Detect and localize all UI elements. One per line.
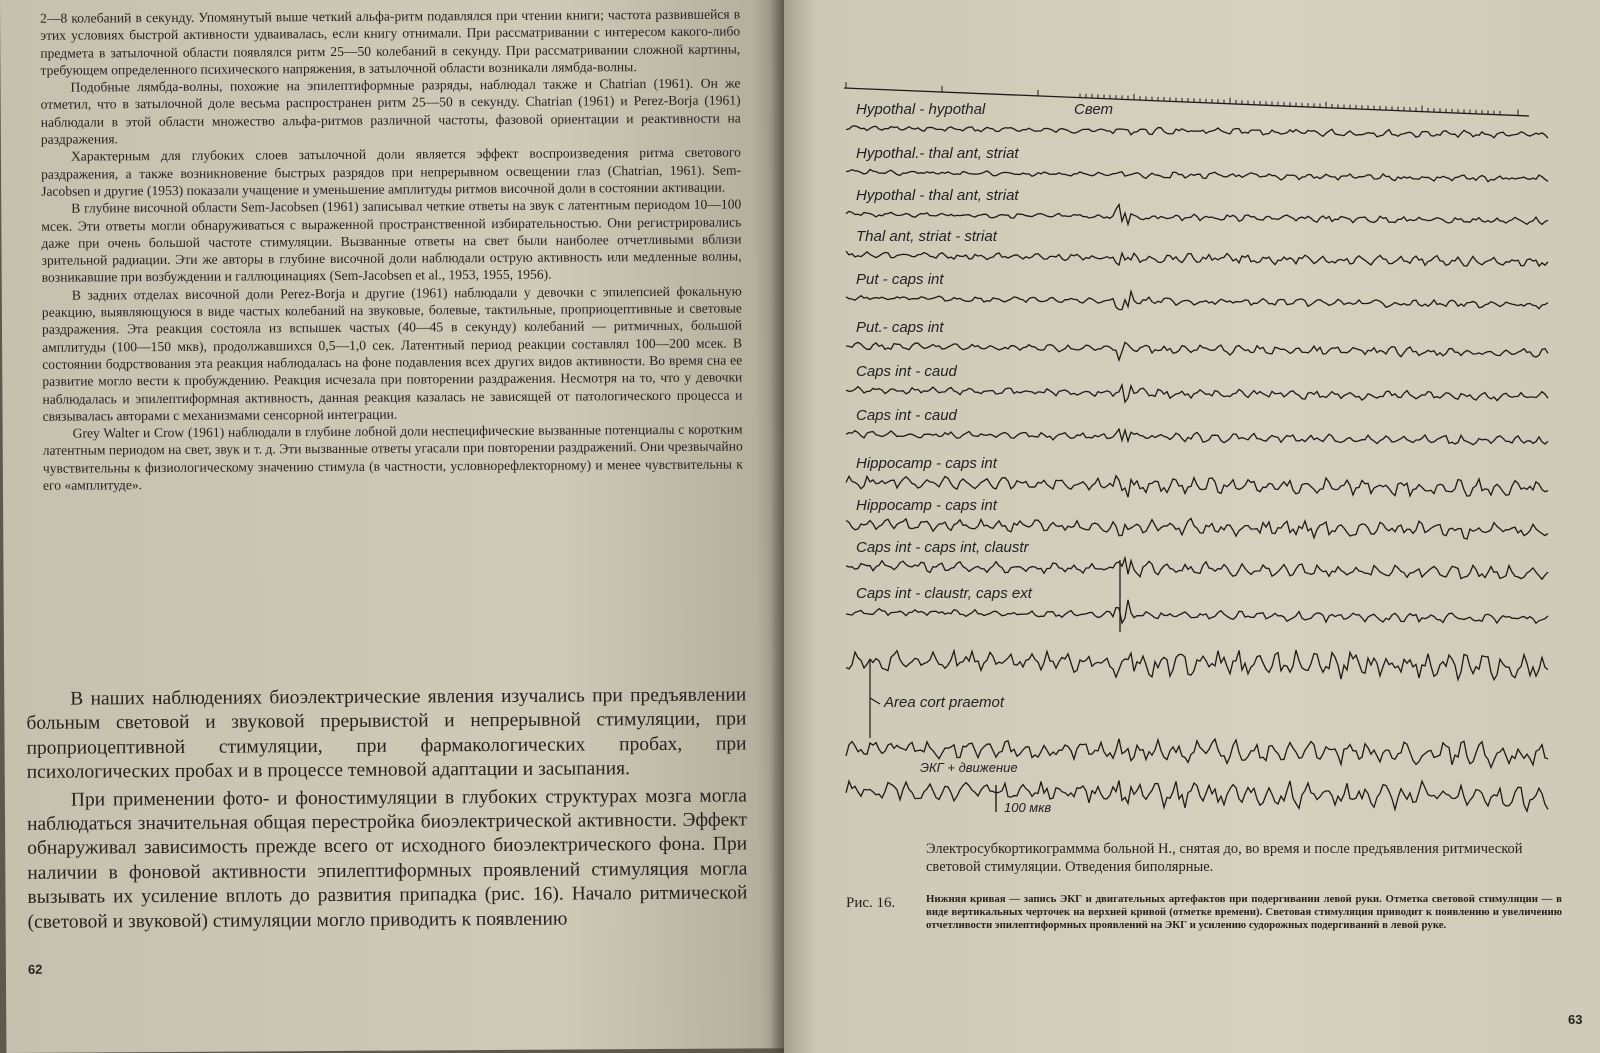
- page-number: 63: [1568, 1012, 1583, 1027]
- eeg-trace: [846, 342, 1548, 360]
- small-text-block: [40, 5, 743, 494]
- eeg-figure: [784, 0, 1600, 840]
- paragraph: Подобные лямбда-волны, похожие на эпилептиформные разряды, наблюдал также и Chatrian (1961). Он же отметил, что в затылочной доле весьма распространен ритм 25—50 в секунду. Chatrian (1961) и Perez-Borja (1961) наблюдали в этой области множество альфа-ритмов различной частоты, фазовой ориентации и реактивности на раздражения.: [40, 75, 741, 147]
- left-page: [0, 0, 790, 1053]
- paragraph: В глубине височной области Sem-Jacobsen (1961) записывал четкие ответы на звук с латентным периодом 10—100 мсек. Эти ответы могли обнаруживаться с выраженной пространственной избирательностью. Они регистрировались даже при очень большой частоте стимуляции. Вызванные ответы на свет были наиболее отчетливыми вблизи зрительной радиации. Эти же авторы в глубине височной доли наблюдали острую активность или медленные волны, возникавшие при возбуждении и галлюцинациях (Sem-Jacobsen et al., 1953, 1955, 1956).: [41, 196, 742, 286]
- page-number: 62: [27, 961, 43, 977]
- eeg-trace: [846, 558, 1548, 579]
- paragraph: Характерным для глубоких слоев затылочной доли является эффект воспроизведения ритма светового раздражения, а также возникновение быстрых разрядов при непрерывном освещении глаз (Chatrian, 1961). Sem-Jacobsen и другие (1953) показали учащение и уменьшение амплитуды ритмов височной доли в состоянии активации.: [41, 144, 742, 199]
- trace-label: Caps int - caud: [856, 407, 957, 424]
- scale-label: 100 мкв: [1004, 800, 1052, 815]
- trace-label: Put.- caps int: [856, 319, 944, 336]
- eeg-trace: [846, 126, 1548, 138]
- paragraph: При применении фото- и фоностимуляции в глубоких структурах мозга могла наблюдаться значительная общая перестройка биоэлектрической активности. Эффект обнаруживал зависимость прежде всего от исходного биоэлектрического фона. При наличии в фоновой активности эпилептиформных проявлений стимуляция могла вызывать их усиление вплоть до развития припадка (рис. 16). Начало ритмической (световой и звуковой) стимуляции могло приводить к появлению: [26, 785, 748, 933]
- eeg-trace: [846, 600, 1548, 623]
- area-label: Area cort praemot: [884, 694, 1005, 711]
- paragraph: 2—8 колебаний в секунду. Упомянутый выше четкий альфа-ритм подавлялся при чтении книги; частота развившейся в этих условиях быстрой активности удваивалась, если книгу отнимали. При рассматривании с интересом какого-либо предмета в затылочной области появлялся ритм 25—50 колебаний в секунду. При рассматривании сложной картины, требующем определенного психического напряжения, в затылочной области возникали лямбда-волны.: [40, 6, 741, 78]
- trace-label: Hypothal - thal ant, striat: [856, 187, 1019, 204]
- stimulus-marker-label: Свет: [1074, 101, 1114, 118]
- eeg-trace: [846, 291, 1548, 309]
- trace-label: Caps int - caps int, claustr: [856, 539, 1029, 556]
- paragraph: В наших наблюдениях биоэлектрические явления изучались при предъявлении больным световой и звуковой прерывистой и непрерывной стимуляции, при проприоцептивной стимуляции, при фармакологических пробах, при психологических пробах и в процессе темновой адаптации и засыпания.: [26, 684, 747, 784]
- trace-label: Caps int - claustr, caps ext: [856, 585, 1032, 602]
- trace-label: Hippocamp - caps int: [856, 497, 997, 514]
- eeg-trace: [846, 251, 1548, 266]
- area-bracket-tick: [870, 698, 880, 704]
- trace-label: Hippocamp - caps int: [856, 455, 997, 472]
- figure-caption-ref: Рис. 16.: [846, 895, 896, 911]
- trace-label: Put - caps int: [856, 271, 944, 288]
- eeg-trace: [846, 205, 1548, 225]
- trace-label: Thal ant, striat - striat: [856, 228, 997, 245]
- eeg-trace: [846, 170, 1548, 182]
- paragraph: Grey Walter и Crow (1961) наблюдали в глубине лобной доли неспецифические вызванные потенциалы с коротким латентным периодом на свет, звук и т. д. Эти вызванные ответы угасали при повторении раздражений. Они чрезвычайно чувствительны к физиологическому значению стимула (в частности, условнорефлекторному) и менее чувствительны к его «амплитуде».: [42, 421, 743, 493]
- trace-label: Caps int - caud: [856, 363, 957, 380]
- figure-caption-main: Электросубкортикограммма больной Н., снятая до, во время и после предъявления ритмической световой стимуляции. Отведения биполярные.: [926, 841, 1523, 875]
- large-text-block: [26, 683, 748, 937]
- trace-label: Hypothal - hypothal: [856, 101, 986, 118]
- eeg-trace: [846, 385, 1548, 402]
- eeg-trace: [846, 650, 1548, 680]
- right-page: [784, 0, 1600, 1053]
- eeg-trace: [846, 429, 1548, 445]
- eeg-trace: [846, 519, 1548, 540]
- figure-caption-note: Нижняя кривая — запись ЭКГ и двигательных артефактов при подергивании левой руки. Отметка световой стимуляции — в виде вертикальных черточек на верхней кривой (отметке времени). Световая стимуляция приводит к появлению и увеличению отчетливости эпилептиформных проявлений на ЭКГ и усилению судорожных подергиваний в левой руке.: [926, 893, 1562, 931]
- trace-label: Hypothal.- thal ant, striat: [856, 145, 1019, 162]
- eeg-trace: [846, 781, 1548, 812]
- ecg-label: ЭКГ + движение: [920, 760, 1018, 775]
- eeg-trace: [846, 476, 1548, 497]
- paragraph: В задних отделах височной доли Perez-Borja и другие (1961) наблюдали у девочки с эпилепсией фокальную реакцию, выявляющуюся в виде частых колебаний на звуковые, болевые, тактильные, проприоцептивные и световые раздражения. Эта реакция состояла из вспышек частых (40—45 в секунду) колебаний — ритмичных, большой амплитуды (100—150 мкв), продолжавшихся 0,5—1,0 сек. Латентный период реакции составлял 100—200 мсек. В состоянии бодрствования эта реакция наблюдалась на фоне подавления всех других видов активности. Во время сна ее развитие могло вести к пробуждению. Реакция исчезала при повторении раздражения. Несмотря на то, что у девочки наблюдалась и эпилептиформная активность, данная реакция казалась не зависящей от патологического процесса и связывалась авторами с механизмами сенсорной интеграции.: [41, 283, 743, 424]
